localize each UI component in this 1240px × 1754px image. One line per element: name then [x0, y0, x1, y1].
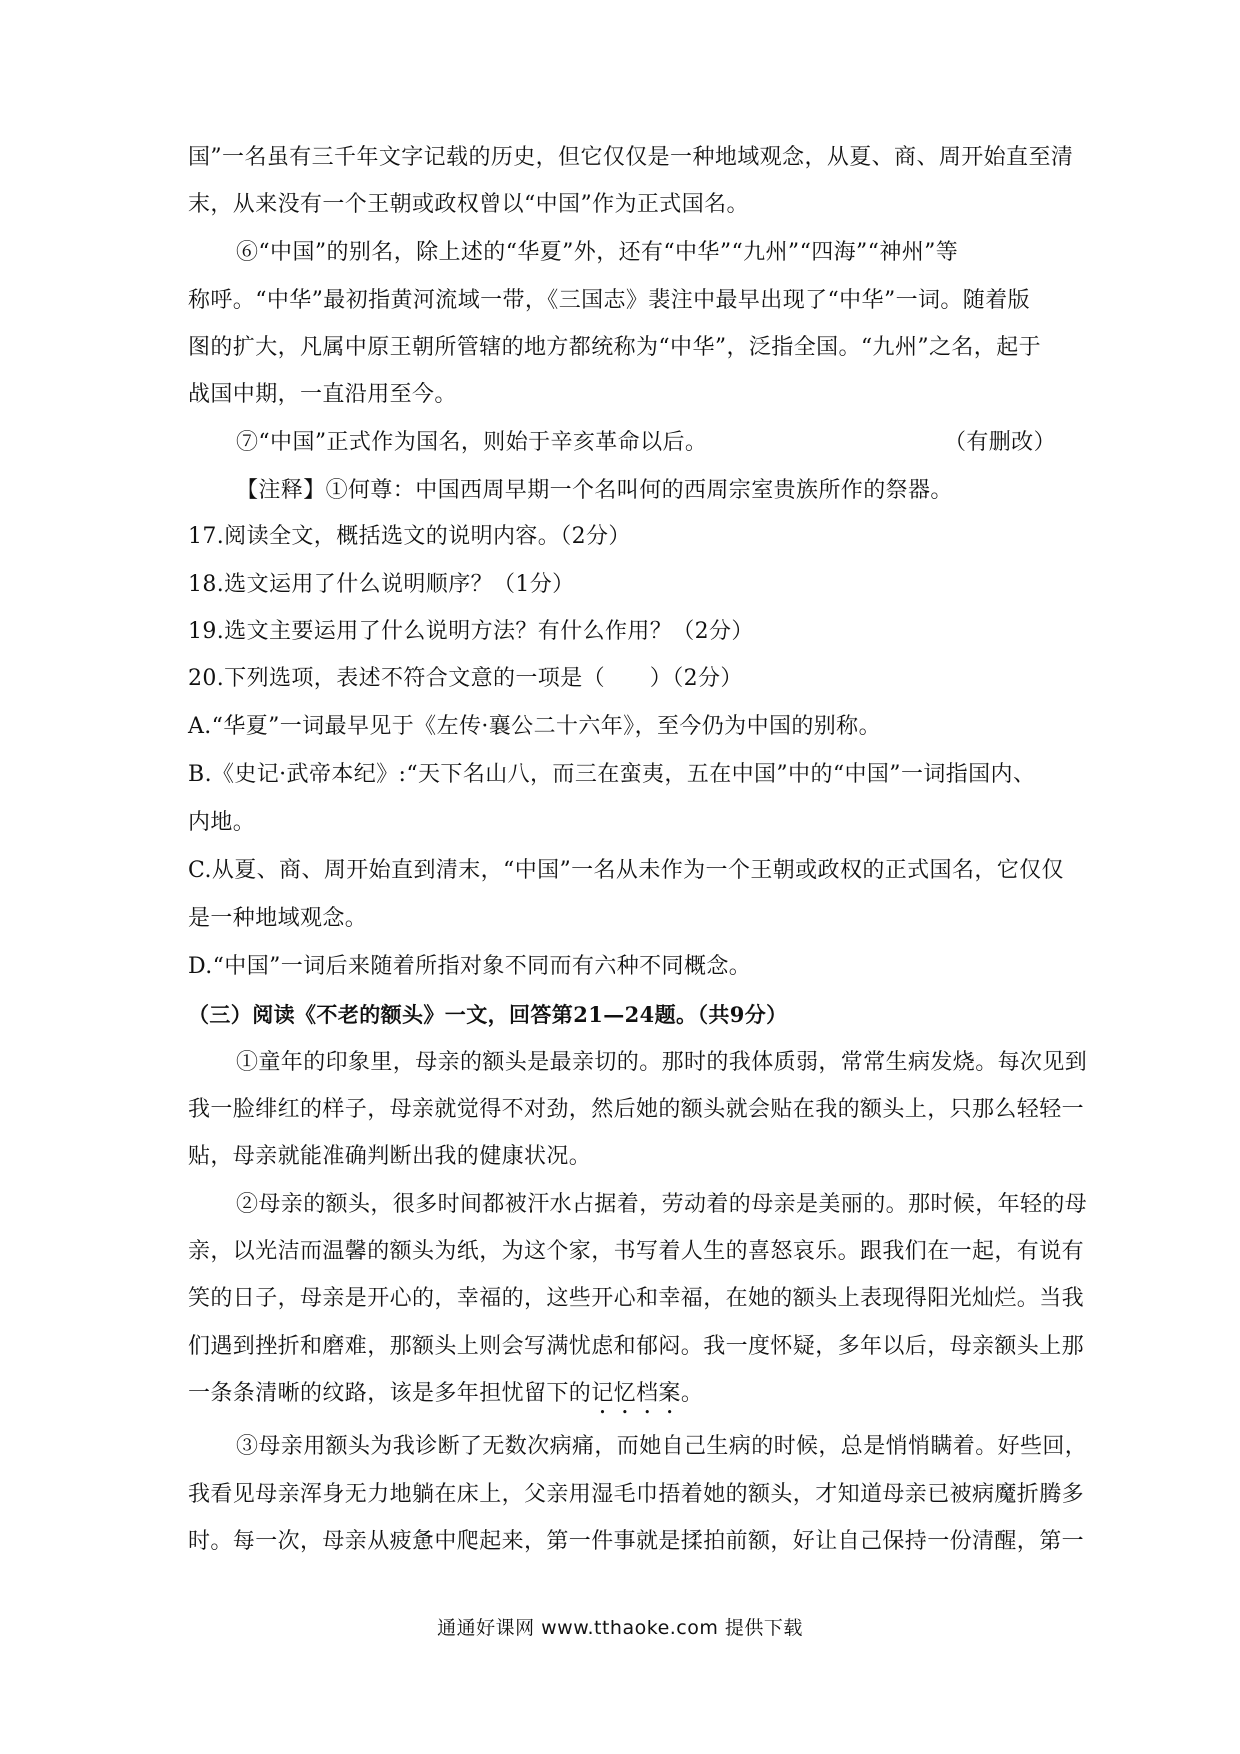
- essay-paragraph-3-line-3: 时。每一次，母亲从疲惫中爬起来，第一件事就是揉拍前额，好让自己保持一份清醒，第一: [188, 1529, 1085, 1554]
- paragraph-6-line-1: ⑥“中国”的别名，除上述的“华夏”外，还有“中华”“九州”“四海”“神州”等: [236, 240, 959, 265]
- essay-paragraph-2-line-2: 亲，以光洁而温馨的额头为纸，为这个家，书写着人生的喜怒哀乐。跟我们在一起，有说有: [188, 1239, 1085, 1264]
- essay-paragraph-1-line-2: 我一脸绯红的样子，母亲就觉得不对劲，然后她的额头就会贴在我的额头上，只那么轻轻一: [188, 1097, 1085, 1122]
- paragraph-6-line-2: 称呼。“中华”最初指黄河流域一带，《三国志》裴注中最早出现了“中华”一词。随着版: [188, 288, 1030, 313]
- annotation: 【注释】①何尊：中国西周早期一个名叫何的西周宗室贵族所作的祭器。: [236, 478, 953, 503]
- paragraph-5-line-2: 末，从来没有一个王朝或政权曾以“中国”作为正式国名。: [188, 192, 749, 217]
- essay-paragraph-2-line-1: ②母亲的额头，很多时间都被汗水占据着，劳动着的母亲是美丽的。那时候，年轻的母: [236, 1192, 1088, 1217]
- essay-line-end: 。: [680, 1381, 704, 1406]
- paragraph-5-line-1: 国”一名虽有三千年文字记载的历史，但它仅仅是一种地域观念，从夏、商、周开始直至清: [188, 145, 1074, 170]
- paragraph-7: [236, 428, 1056, 458]
- question-17: 17.阅读全文，概括选文的说明内容。（2分）: [188, 524, 631, 549]
- essay-paragraph-2-line-3: 笑的日子，母亲是开心的，幸福的，这些开心和幸福，在她的额头上表现得阳光灿烂。当我: [188, 1286, 1085, 1311]
- section-3-heading: （三）阅读《不老的额头》一文，回答第21—24题。（共9分）: [188, 1002, 788, 1027]
- essay-paragraph-3-line-1: ③母亲用额头为我诊断了无数次病痛，而她自己生病的时候，总是悄悄瞒着。好些回，: [236, 1434, 1088, 1459]
- option-b-line-2: 内地。: [188, 810, 256, 835]
- paragraph-7-text: ⑦“中国”正式作为国名，则始于辛亥革命以后。: [236, 430, 708, 455]
- option-a: A.“华夏”一词最早见于《左传·襄公二十六年》，至今仍为中国的别称。: [188, 714, 881, 739]
- question-18: 18.选文运用了什么说明顺序？（1分）: [188, 572, 575, 597]
- option-c-line-2: 是一种地域观念。: [188, 906, 368, 931]
- essay-paragraph-2-line-4: 们遇到挫折和磨难，那额头上则会写满忧虑和郁闷。我一度怀疑，多年以后，母亲额头上那: [188, 1334, 1085, 1359]
- option-c-line-1: C.从夏、商、周开始直到清末，“中国”一名从未作为一个王朝或政权的正式国名，它仅仅: [188, 858, 1064, 883]
- source-note: （有删改）: [943, 430, 1056, 455]
- question-20: 20.下列选项，表述不符合文意的一项是（ ）（2分）: [188, 666, 743, 691]
- essay-paragraph-1-line-1: ①童年的印象里，母亲的额头是最亲切的。那时的我体质弱，常常生病发烧。每次见到: [236, 1050, 1088, 1075]
- emphasized-phrase: 记忆档案: [591, 1381, 681, 1406]
- essay-paragraph-2-line-5: [188, 1379, 1056, 1419]
- footer-watermark: 通通好课网 www.tthaoke.com 提供下载: [437, 1617, 803, 1639]
- option-b-line-1: B.《史记·武帝本纪》:“天下名山八，而三在蛮夷，五在中国”中的“中国”一词指国内、: [188, 762, 1036, 787]
- question-19: 19.选文主要运用了什么说明方法？有什么作用？（2分）: [188, 619, 754, 644]
- option-d: D.“中国”一词后来随着所指对象不同而有六种不同概念。: [188, 954, 752, 979]
- paragraph-6-line-4: 战国中期，一直沿用至今。: [188, 382, 457, 407]
- paragraph-6-line-3: 图的扩大，凡属中原王朝所管辖的地方都统称为“中华”，泛指全国。“九州”之名，起于: [188, 335, 1041, 360]
- essay-paragraph-1-line-3: 贴，母亲就能准确判断出我的健康状况。: [188, 1144, 592, 1169]
- essay-line-text: 一条条清晰的纹路，该是多年担忧留下的: [188, 1381, 592, 1406]
- essay-paragraph-3-line-2: 我看见母亲浑身无力地躺在床上，父亲用湿毛巾捂着她的额头，才知道母亲已被病魔折腾多: [188, 1482, 1085, 1507]
